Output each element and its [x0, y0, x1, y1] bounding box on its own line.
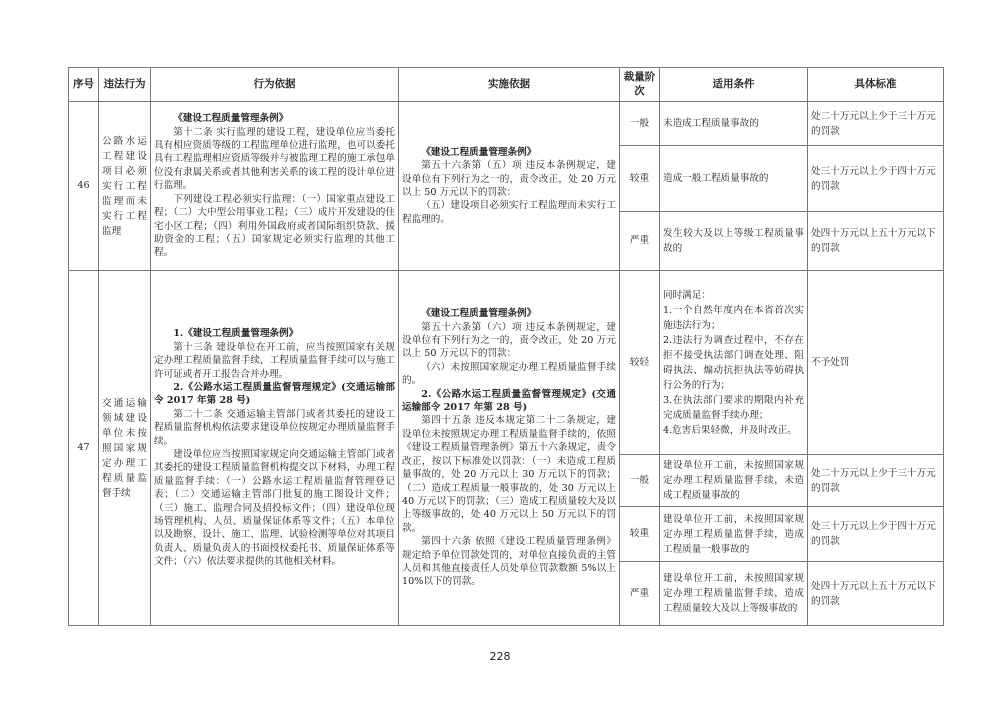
standard-cell: 处四十万元以上五十万元以下的罚款	[808, 562, 944, 626]
penalty-table	[68, 67, 944, 626]
basis-paragraph: 第十三条 建设单位在开工前，应当按照国家有关规定办理工程质量监督手续，工程质量监督手续可以与施工许可证或者开工报告合并办理。	[154, 341, 395, 380]
basis-paragraph: 建设单位应当按照国家规定向交通运输主管部门或者其委托的建设工程质量监督机构提交以下材料，办理工程质量监督手续：（一）公路水运工程质量监督管理登记表；（二）交通运输主管部门批复的施工图设计文件；（三）施工、监理合同及招投标文件；（四）建设单位现场管理机构、人员、质量保证体系等文件；（五）本单位以及勘察、设计、施工、监理、试验检测等单位对其项目负责人、质量负责人的书面授权委托书、质量保证体系等文件；（六）依法要求提供的其他相关材料。	[154, 449, 395, 568]
condition-line: 1.一个自然年度内在本省首次实施违法行为；	[663, 304, 804, 331]
condition-cell	[660, 271, 808, 455]
standard-cell: 处二十万元以上少于三十万元的罚款	[808, 455, 944, 507]
header-seq: 序号	[69, 68, 99, 102]
header-implementation: 实施依据	[399, 68, 620, 102]
standard-cell: 处四十万元以上五十万元以下的罚款	[808, 212, 944, 271]
table-row	[69, 102, 944, 146]
level-cell: 一般	[620, 455, 660, 507]
condition-line: 3.在执法部门要求的期限内补充完成质量监督手续办理；	[663, 394, 804, 421]
violation-cell: 公路水运工程建设项目必须实行工程监理而未实行工程监理	[99, 102, 151, 271]
implementation-cell	[399, 102, 620, 271]
implementation-paragraph: 第五十六条第（六）项 违反本条例规定，建设单位有下列行为之一的，责令改正，处 20 万元以上 50 万元以下的罚款：	[402, 321, 616, 360]
condition-cell: 建设单位开工前，未按照国家规定办理工程质量监督手续，造成工程质量一般事故的	[660, 507, 808, 562]
implementation-paragraph: 第五十六条第（五）项 违反本条例规定，建设单位有下列行为之一的，责令改正，处 20 万元以上 50 万元以下的罚款：	[402, 160, 616, 198]
basis-cell	[151, 271, 399, 626]
standard-cell: 不予处罚	[808, 271, 944, 455]
condition-line: 4.危害后果轻微，并及时改正。	[663, 424, 797, 436]
basis-title: 1.《建设工程质量管理条例》	[173, 328, 299, 340]
implementation-paragraph: 第四十五条 违反本规定第二十二条规定，建设单位未按照规定办理工程质量监督手续的，依照《建设工程质量管理条例》第五十六条规定，责令改正，按以下标准处以罚款：（一）未造成工程质量事故的，处 20 万元以上 30 万元以下的罚款；（二）造成工程质量一般事故的，处 30 万元以上 40 万元以下的罚款；（三）造成工程质量较大及以上等级事故的，处 40 万元以上 50 万元以下的罚款。	[402, 415, 616, 534]
page-number: 228	[489, 650, 511, 663]
level-cell: 严重	[620, 562, 660, 626]
condition-cell: 建设单位开工前，未按照国家规定办理工程质量监督手续，未造成工程质量事故的	[660, 455, 808, 507]
row-seq: 46	[69, 102, 99, 271]
table-row	[69, 271, 944, 455]
implementation-paragraph: （五）建设项目必须实行工程监理而未实行工程监理的。	[402, 200, 616, 225]
implementation-paragraph: （六）未按照国家规定办理工程质量监督手续的。	[402, 361, 616, 387]
condition-cell: 建设单位开工前，未按照国家规定办理工程质量监督手续，造成工程质量较大及以上等级事故的	[660, 562, 808, 626]
implementation-cell	[399, 271, 620, 626]
row-seq: 47	[69, 271, 99, 626]
basis-cell	[151, 102, 399, 271]
condition-cell: 造成一般工程质量事故的	[660, 146, 808, 212]
condition-cell: 发生较大及以上等级工程质量事故的	[660, 212, 808, 271]
implementation-title: 《建设工程质量管理条例》	[421, 308, 537, 320]
implementation-paragraph: 第四十六条 依照《建设工程质量管理条例》规定给予单位罚款处罚的，对单位直接负责的主管人员和其他直接责任人员处单位罚款数额 5%以上 10%以下的罚款。	[402, 536, 616, 588]
header-basis: 行为依据	[151, 68, 399, 102]
header-row	[69, 68, 944, 102]
level-cell: 一般	[620, 102, 660, 146]
implementation-title: 2.《公路水运工程质量监督管理规定》(交通运输部令 2017 年第 28 号)	[402, 388, 616, 414]
standard-cell: 处二十万元以上少于三十万元的罚款	[808, 102, 944, 146]
basis-paragraph: 下列建设工程必须实行监理：（一）国家重点建设工程；（二）大中型公用事业工程；（三）成片开发建设的住宅小区工程；（四）利用外国政府或者国际组织贷款、援助资金的工程；（五）国家规定必须实行监理的其他工程。	[154, 193, 395, 259]
standard-cell: 处三十万元以上少于四十万元的罚款	[808, 507, 944, 562]
level-cell: 较重	[620, 507, 660, 562]
header-condition: 适用条件	[660, 68, 808, 102]
basis-title: 2.《公路水运工程质量监督管理规定》(交通运输部令 2017 年第 28 号)	[154, 381, 395, 407]
level-cell: 严重	[620, 212, 660, 271]
basis-title: 《建设工程质量管理条例》	[173, 113, 289, 125]
violation-cell: 交通运输领域建设单位未按照国家规定办理工程质量监督手续	[99, 271, 151, 626]
condition-cell: 未造成工程质量事故的	[660, 102, 808, 146]
level-cell: 较重	[620, 146, 660, 212]
condition-line: 同时满足：	[663, 289, 711, 301]
basis-paragraph: 第十二条 实行监理的建设工程，建设单位应当委托具有相应资质等级的工程监理单位进行监理，也可以委托具有工程监理相应资质等级并与被监理工程的施工承包单位没有隶属关系或者其他利害关系的该工程的设计单位进行监理。	[154, 126, 395, 192]
basis-paragraph: 第二十二条 交通运输主管部门或者其委托的建设工程质量监督机构依法要求建设单位按规定办理质量监督手续。	[154, 408, 395, 447]
implementation-title: 《建设工程质量管理条例》	[421, 146, 537, 158]
condition-line: 2.违法行为调查过程中，不存在拒不接受执法部门调查处理、阻碍执法、煽动抗拒执法等妨碍执行公务的行为；	[663, 334, 804, 391]
standard-cell: 处三十万元以上少于四十万元的罚款	[808, 146, 944, 212]
header-standard: 具体标准	[808, 68, 944, 102]
header-violation: 违法行为	[99, 68, 151, 102]
level-cell: 较轻	[620, 271, 660, 455]
header-level: 裁量阶次	[620, 68, 660, 102]
